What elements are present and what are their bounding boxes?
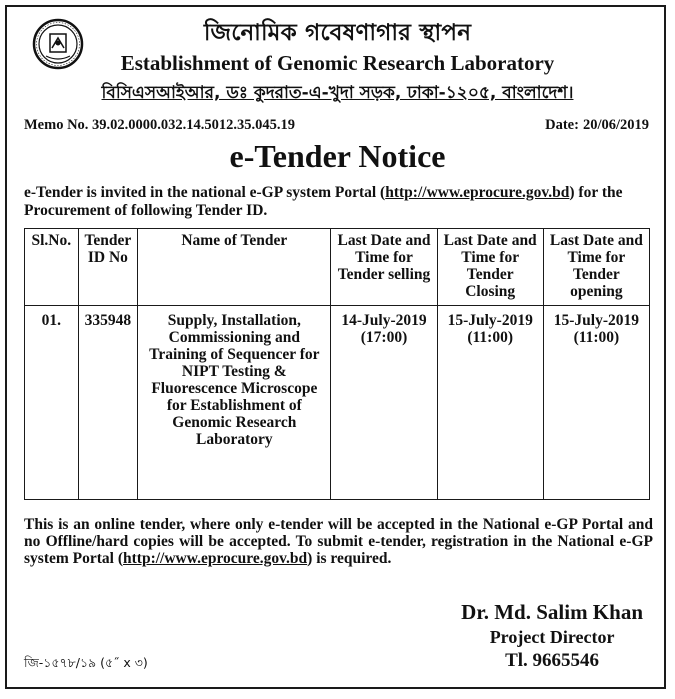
tender-table <box>24 228 650 500</box>
footer-text-start: This is an online tender, where only e-tender will be accepted in the National e-GP Portal and no Offline/hard copies will be accepted. To submit e-tender, registration in the National e-GP system Portal ( <box>24 516 653 567</box>
header-opening-date: Last Date and Time for Tender opening <box>543 229 649 306</box>
intro-text-end: ) for the Procurement of following Tender ID. <box>24 184 623 219</box>
cell-tender-id: 335948 <box>78 306 138 500</box>
date-label: Date: <box>545 117 579 133</box>
opening-time: (11:00) <box>573 329 620 346</box>
memo-date <box>541 117 649 134</box>
header-selling-date: Last Date and Time for Tender selling <box>331 229 437 306</box>
footer-text-end: ) is required. <box>307 550 392 567</box>
reference-code: জি-১৫৭৮/১৯ (৫˝ x ৩) <box>24 655 148 670</box>
opening-date: 15-July-2019 <box>553 312 640 329</box>
selling-date: 14-July-2019 <box>341 312 427 329</box>
closing-date: 15-July-2019 <box>447 312 533 329</box>
cell-sl-no: 01. <box>25 306 79 500</box>
header-tender-id: Tender ID No <box>78 229 138 306</box>
cell-closing <box>437 306 543 500</box>
intro-text-start: e-Tender is invited in the national e-GP system Portal ( <box>24 184 386 201</box>
organization-title-english: Establishment of Genomic Research Laboratory <box>120 51 555 75</box>
cell-opening <box>543 306 649 500</box>
footer-paragraph <box>24 516 653 567</box>
intro-paragraph <box>24 184 653 220</box>
header-tender-name: Name of Tender <box>138 229 331 306</box>
signatory-phone: Tl. 9665546 <box>505 650 600 671</box>
header-closing-date: Last Date and Time for Tender Closing <box>437 229 543 306</box>
closing-time: (11:00) <box>467 329 513 346</box>
eprocure-link[interactable]: http://www.eprocure.gov.bd <box>385 184 570 201</box>
table-row <box>25 306 650 500</box>
selling-time: (17:00) <box>360 329 408 346</box>
table-header-row <box>25 229 650 306</box>
signature-block <box>461 600 643 672</box>
organization-address: বিসিএসআইআর, ডঃ কুদরাত-এ-খুদা সড়ক, ঢাকা-১২০৫, বাংলাদেশ। <box>101 83 574 103</box>
footer-eprocure-link[interactable]: http://www.eprocure.gov.bd <box>123 550 308 567</box>
date-value: 20/06/2019 <box>582 117 649 133</box>
cell-selling <box>331 306 437 500</box>
signatory-role: Project Director <box>489 627 615 647</box>
organization-title-bangla: জিনোমিক গবেষণাগার স্থাপন <box>203 20 472 46</box>
cell-tender-name: Supply, Installation, Commissioning and Training of Sequencer for NIPT Testing & Fluorescence Microscope for Establishment of Genomic Research Laboratory <box>138 306 331 500</box>
header-sl-no: Sl.No. <box>25 229 79 306</box>
page-title: e-Tender Notice <box>229 138 446 174</box>
signatory-name: Dr. Md. Salim Khan <box>461 600 643 624</box>
memo-number: Memo No. 39.02.0000.032.14.5012.35.045.19 <box>24 117 296 133</box>
